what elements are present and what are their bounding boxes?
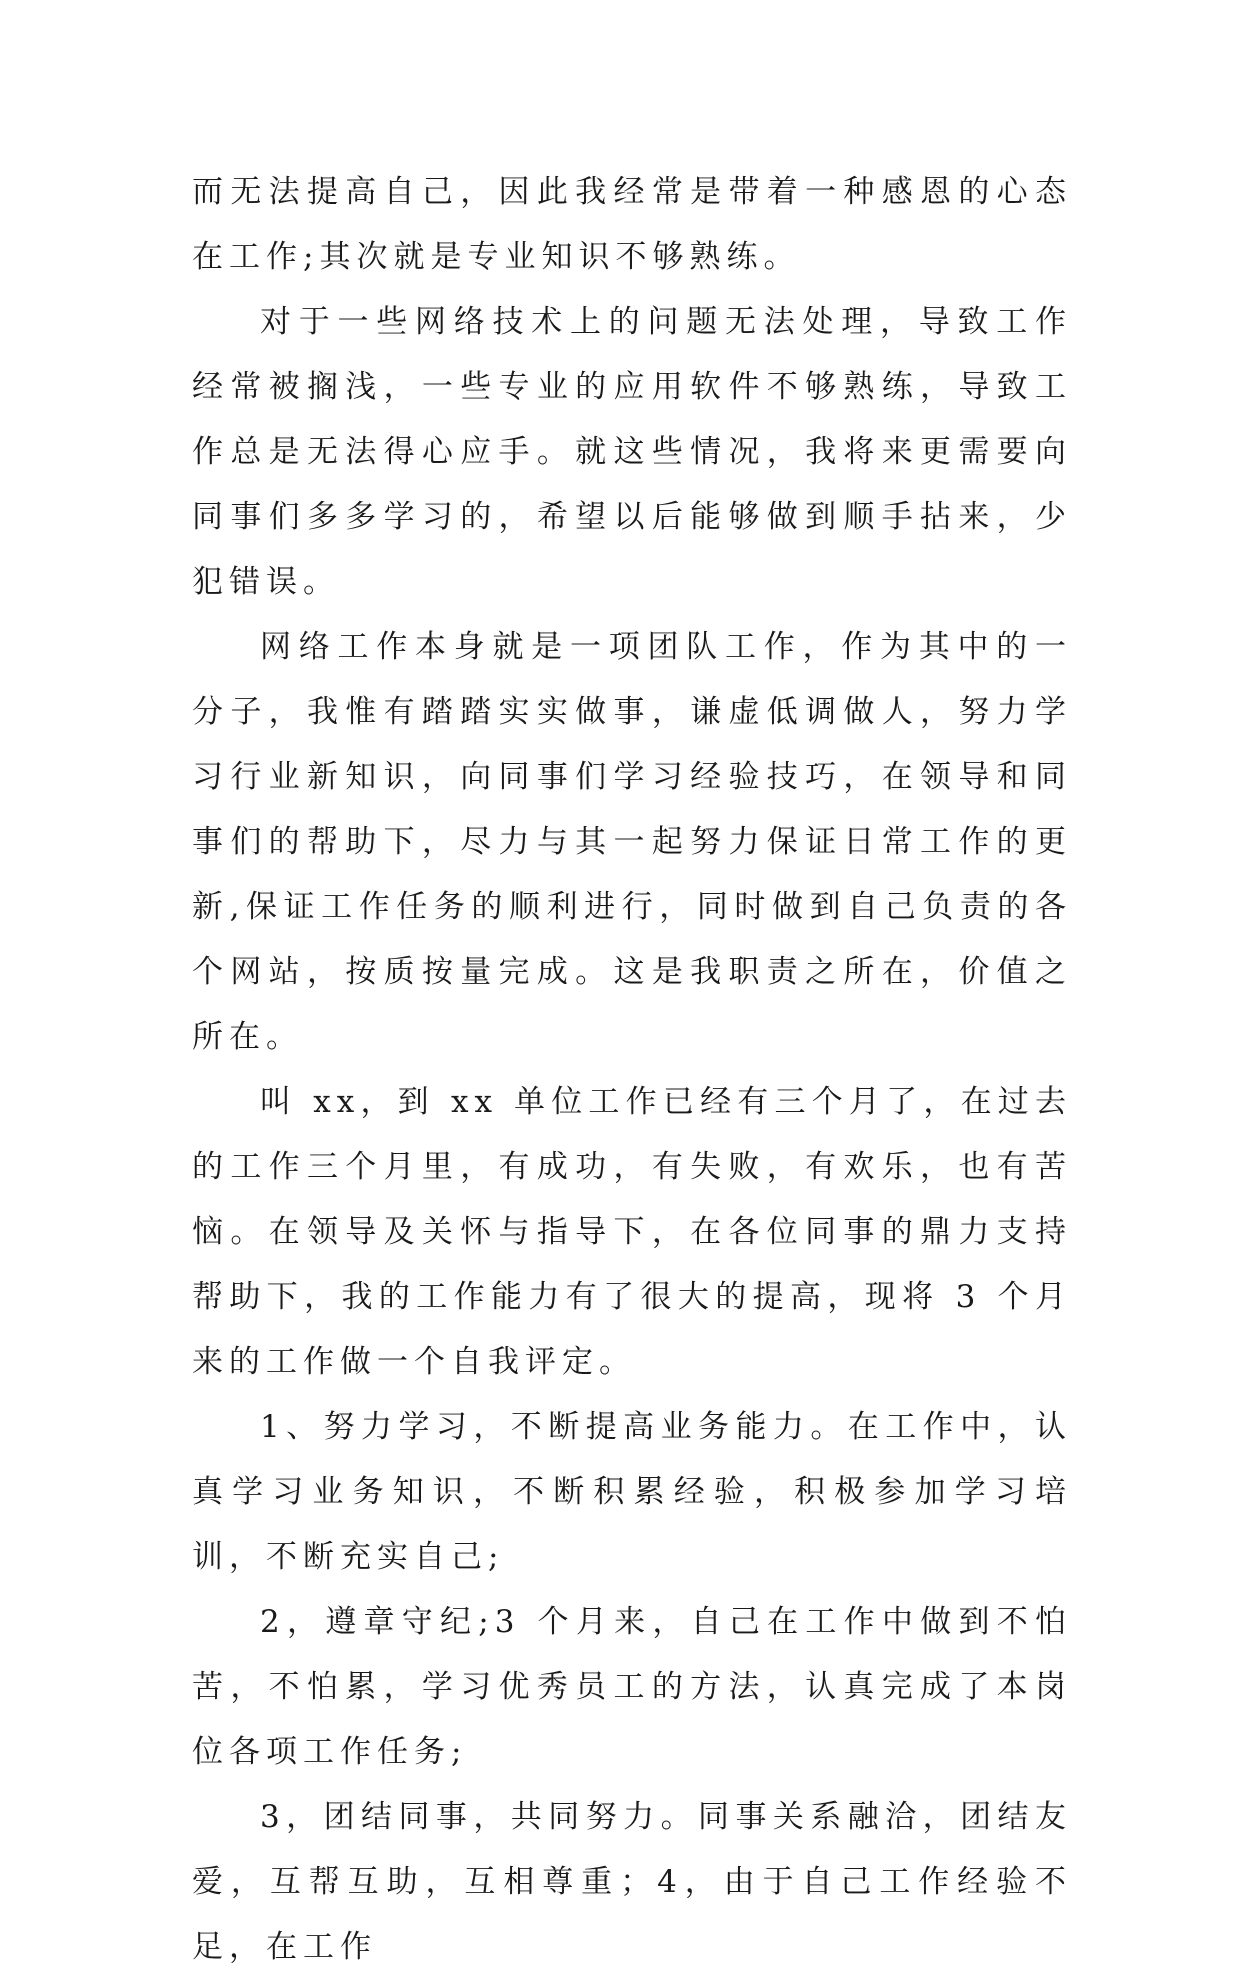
document-body xyxy=(192,160,1072,1980)
paragraph-continuation: 而无法提高自己，因此我经常是带着一种感恩的心态在工作;其次就是专业知识不够熟练。 xyxy=(192,174,1072,275)
paragraph-item-1: 1、努力学习，不断提高业务能力。在工作中，认真学习业务知识，不断积累经验，积极参加学习培训，不断充实自己; xyxy=(192,1409,1072,1575)
paragraph-network-issues: 对于一些网络技术上的问题无法处理，导致工作经常被搁浅，一些专业的应用软件不够熟练，导致工作总是无法得心应手。就这些情况，我将来更需要向同事们多多学习的，希望以后能够做到顺手拈来，少犯错误。 xyxy=(192,304,1072,600)
paragraph-item-2: 2，遵章守纪;3 个月来，自己在工作中做到不怕苦，不怕累，学习优秀员工的方法，认真完成了本岗位各项工作任务; xyxy=(192,1604,1072,1770)
paragraph-teamwork: 网络工作本身就是一项团队工作，作为其中的一分子，我惟有踏踏实实做事，谦虚低调做人，努力学习行业新知识，向同事们学习经验技巧，在领导和同事们的帮助下，尽力与其一起努力保证日常工作的更新,保证工作任务的顺利进行，同时做到自己负责的各个网站，按质按量完成。这是我职责之所在，价值之所在。 xyxy=(192,629,1072,1055)
paragraph-item-3: 3，团结同事，共同努力。同事关系融洽，团结友爱，互帮互助，互相尊重；4，由于自己工作经验不足，在工作 xyxy=(192,1799,1072,1965)
paragraph-self-evaluation-intro: 叫 xx，到 xx 单位工作已经有三个月了，在过去的工作三个月里，有成功，有失败，有欢乐，也有苦恼。在领导及关怀与指导下，在各位同事的鼎力支持帮助下，我的工作能力有了很大的提高，现将 3 个月来的工作做一个自我评定。 xyxy=(192,1084,1072,1380)
